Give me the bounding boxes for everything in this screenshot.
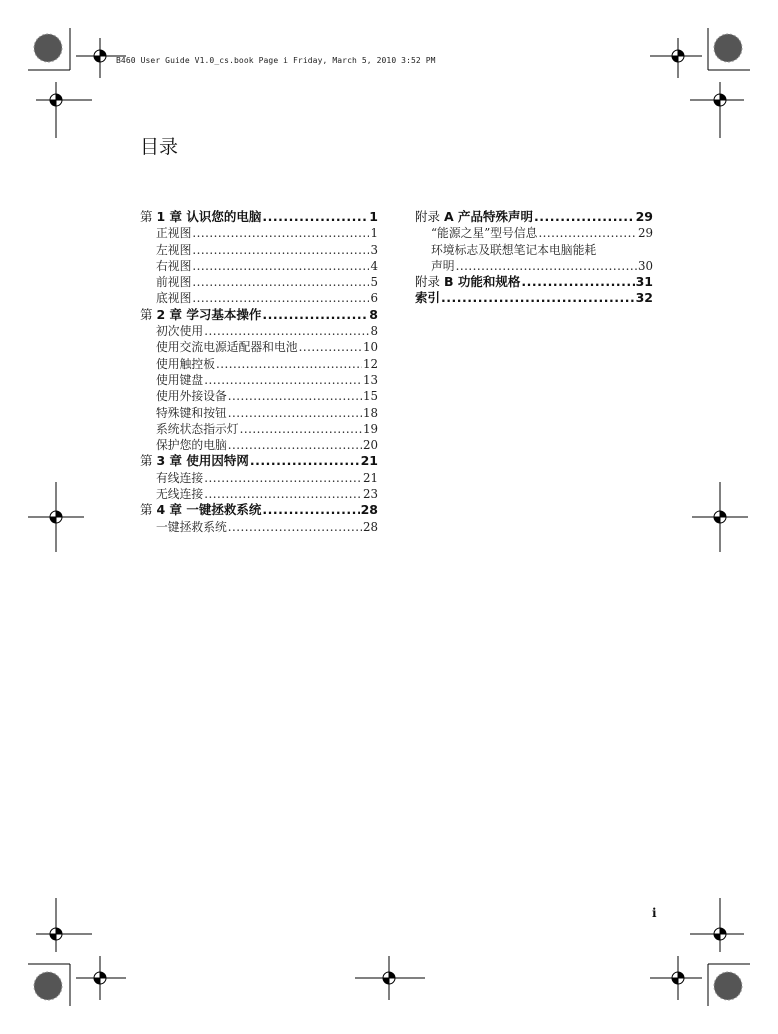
toc-entry-title: 第 2 章 学习基本操作 (140, 306, 262, 322)
dot-leader (192, 225, 369, 241)
toc-page-number: 10 (362, 340, 378, 355)
toc-entry-title: 附录 B 功能和规格 (415, 274, 521, 290)
toc-chapter-entry[interactable] (415, 290, 653, 306)
toc-chapter-entry[interactable] (140, 307, 378, 323)
toc-entry-title: 正视图 (156, 226, 192, 241)
toc-section-entry[interactable] (140, 388, 378, 404)
toc-entry-title: 有线连接 (156, 470, 204, 485)
toc-page-number: 1 (370, 226, 378, 241)
dot-leader (228, 437, 362, 453)
dot-leader (228, 388, 362, 404)
dot-leader (240, 421, 362, 437)
toc-entry-title: 使用外接设备 (156, 389, 227, 404)
toc-entry-title: 前视图 (156, 275, 192, 290)
dot-leader (204, 486, 362, 502)
toc-section-entry[interactable] (140, 339, 378, 355)
toc-section-entry[interactable] (140, 372, 378, 388)
dot-leader (192, 290, 369, 306)
toc-section-entry[interactable] (140, 437, 378, 453)
toc-entry-title: 初次使用 (156, 324, 204, 339)
toc-entry-title: 无线连接 (156, 487, 204, 502)
dot-leader (538, 225, 637, 241)
toc-section-entry[interactable] (140, 486, 378, 502)
toc-page-number: 19 (362, 421, 378, 436)
toc-entry-title: 附录 A 产品特殊声明 (415, 209, 534, 224)
toc-page-number: 31 (635, 274, 653, 290)
toc-entry-title: 第 1 章 认识您的电脑 (140, 209, 262, 224)
toc-page-number: 21 (360, 453, 378, 469)
toc-page-number: 18 (362, 405, 378, 420)
toc-page-number: 13 (362, 372, 378, 387)
toc-page-number: 12 (362, 356, 378, 371)
dot-leader (262, 502, 359, 518)
toc-page-number: 29 (635, 209, 653, 224)
toc-page-number: 15 (362, 389, 378, 404)
dot-leader (441, 290, 635, 306)
toc-page-number: 30 (637, 258, 653, 273)
toc-page-number: 28 (360, 502, 378, 518)
toc-page-number: 32 (635, 290, 653, 306)
toc-entry-title: 底视图 (156, 291, 192, 306)
toc-page-number: 20 (362, 438, 378, 453)
toc-chapter-entry[interactable] (140, 209, 378, 225)
toc-entry-title: 第 3 章 使用因特网 (140, 453, 249, 469)
toc-page-number: 1 (369, 209, 378, 224)
toc-entry-title: 右视图 (156, 258, 192, 273)
dot-leader (534, 209, 635, 225)
toc-section-entry[interactable] (140, 421, 378, 437)
toc-entry-title: 声明 (431, 258, 455, 273)
toc-chapter-entry[interactable] (140, 453, 378, 469)
toc-entry-title: 使用交流电源适配器和电池 (156, 340, 298, 355)
dot-leader (250, 453, 360, 469)
toc-section-entry[interactable] (140, 258, 378, 274)
toc-left-column (140, 209, 378, 535)
dot-leader (456, 258, 637, 274)
dot-leader (521, 274, 634, 290)
page-number: i (652, 906, 657, 920)
toc-entry-title: 左视图 (156, 242, 192, 257)
dot-leader (262, 209, 368, 225)
toc-page-number: 28 (362, 519, 378, 534)
toc-entry-wrapped-line: 环境标志及联想笔记本电脑能耗 (431, 242, 597, 257)
toc-section-entry[interactable] (415, 258, 653, 274)
toc-chapter-entry[interactable] (415, 209, 653, 225)
toc-section-entry[interactable] (140, 323, 378, 339)
toc-section-entry[interactable] (415, 225, 653, 241)
toc-chapter-entry[interactable] (140, 502, 378, 518)
dot-leader (204, 323, 369, 339)
toc-entry-title: “能源之星”型号信息 (431, 226, 538, 241)
toc-entry-title: 索引 (415, 290, 441, 306)
print-header-stamp: B460 User Guide V1.0_cs.book Page i Friday, March 5, 2010 3:52 PM (116, 56, 436, 65)
toc-section-entry[interactable] (140, 274, 378, 290)
toc-chapter-entry[interactable] (415, 274, 653, 290)
toc-section-entry[interactable] (140, 470, 378, 486)
dot-leader (228, 405, 362, 421)
page-title: 目录 (140, 136, 179, 158)
toc-right-column (415, 209, 653, 307)
dot-leader (299, 339, 362, 355)
toc-entry-title: 使用键盘 (156, 372, 204, 387)
toc-page-number: 3 (370, 242, 378, 257)
toc-entry-title: 系统状态指示灯 (156, 421, 239, 436)
dot-leader (216, 356, 362, 372)
dot-leader (262, 307, 368, 323)
toc-page-number: 21 (362, 470, 378, 485)
toc-section-entry[interactable] (140, 356, 378, 372)
toc-entry-title: 一键拯救系统 (156, 519, 227, 534)
toc-page-number: 8 (369, 306, 378, 322)
toc-section-entry[interactable] (140, 290, 378, 306)
toc-page-number: 6 (370, 291, 378, 306)
toc-page-number: 4 (370, 258, 378, 273)
dot-leader (192, 274, 369, 290)
toc-entry-title: 保护您的电脑 (156, 438, 227, 453)
toc-section-entry[interactable] (140, 519, 378, 535)
toc-page-number: 29 (637, 226, 653, 241)
toc-entry-title: 第 4 章 一键拯救系统 (140, 502, 262, 518)
toc-entry-title: 特殊键和按钮 (156, 405, 227, 420)
dot-leader (228, 519, 362, 535)
dot-leader (192, 258, 369, 274)
dot-leader (192, 242, 369, 258)
toc-section-entry[interactable] (140, 225, 378, 241)
toc-section-entry[interactable] (140, 242, 378, 258)
dot-leader (204, 372, 362, 388)
toc-entry-title: 使用触控板 (156, 356, 215, 371)
toc-page-number: 8 (370, 324, 378, 339)
toc-section-entry[interactable] (140, 405, 378, 421)
toc-page-number: 23 (362, 487, 378, 502)
dot-leader (204, 470, 362, 486)
toc-page-number: 5 (370, 275, 378, 290)
